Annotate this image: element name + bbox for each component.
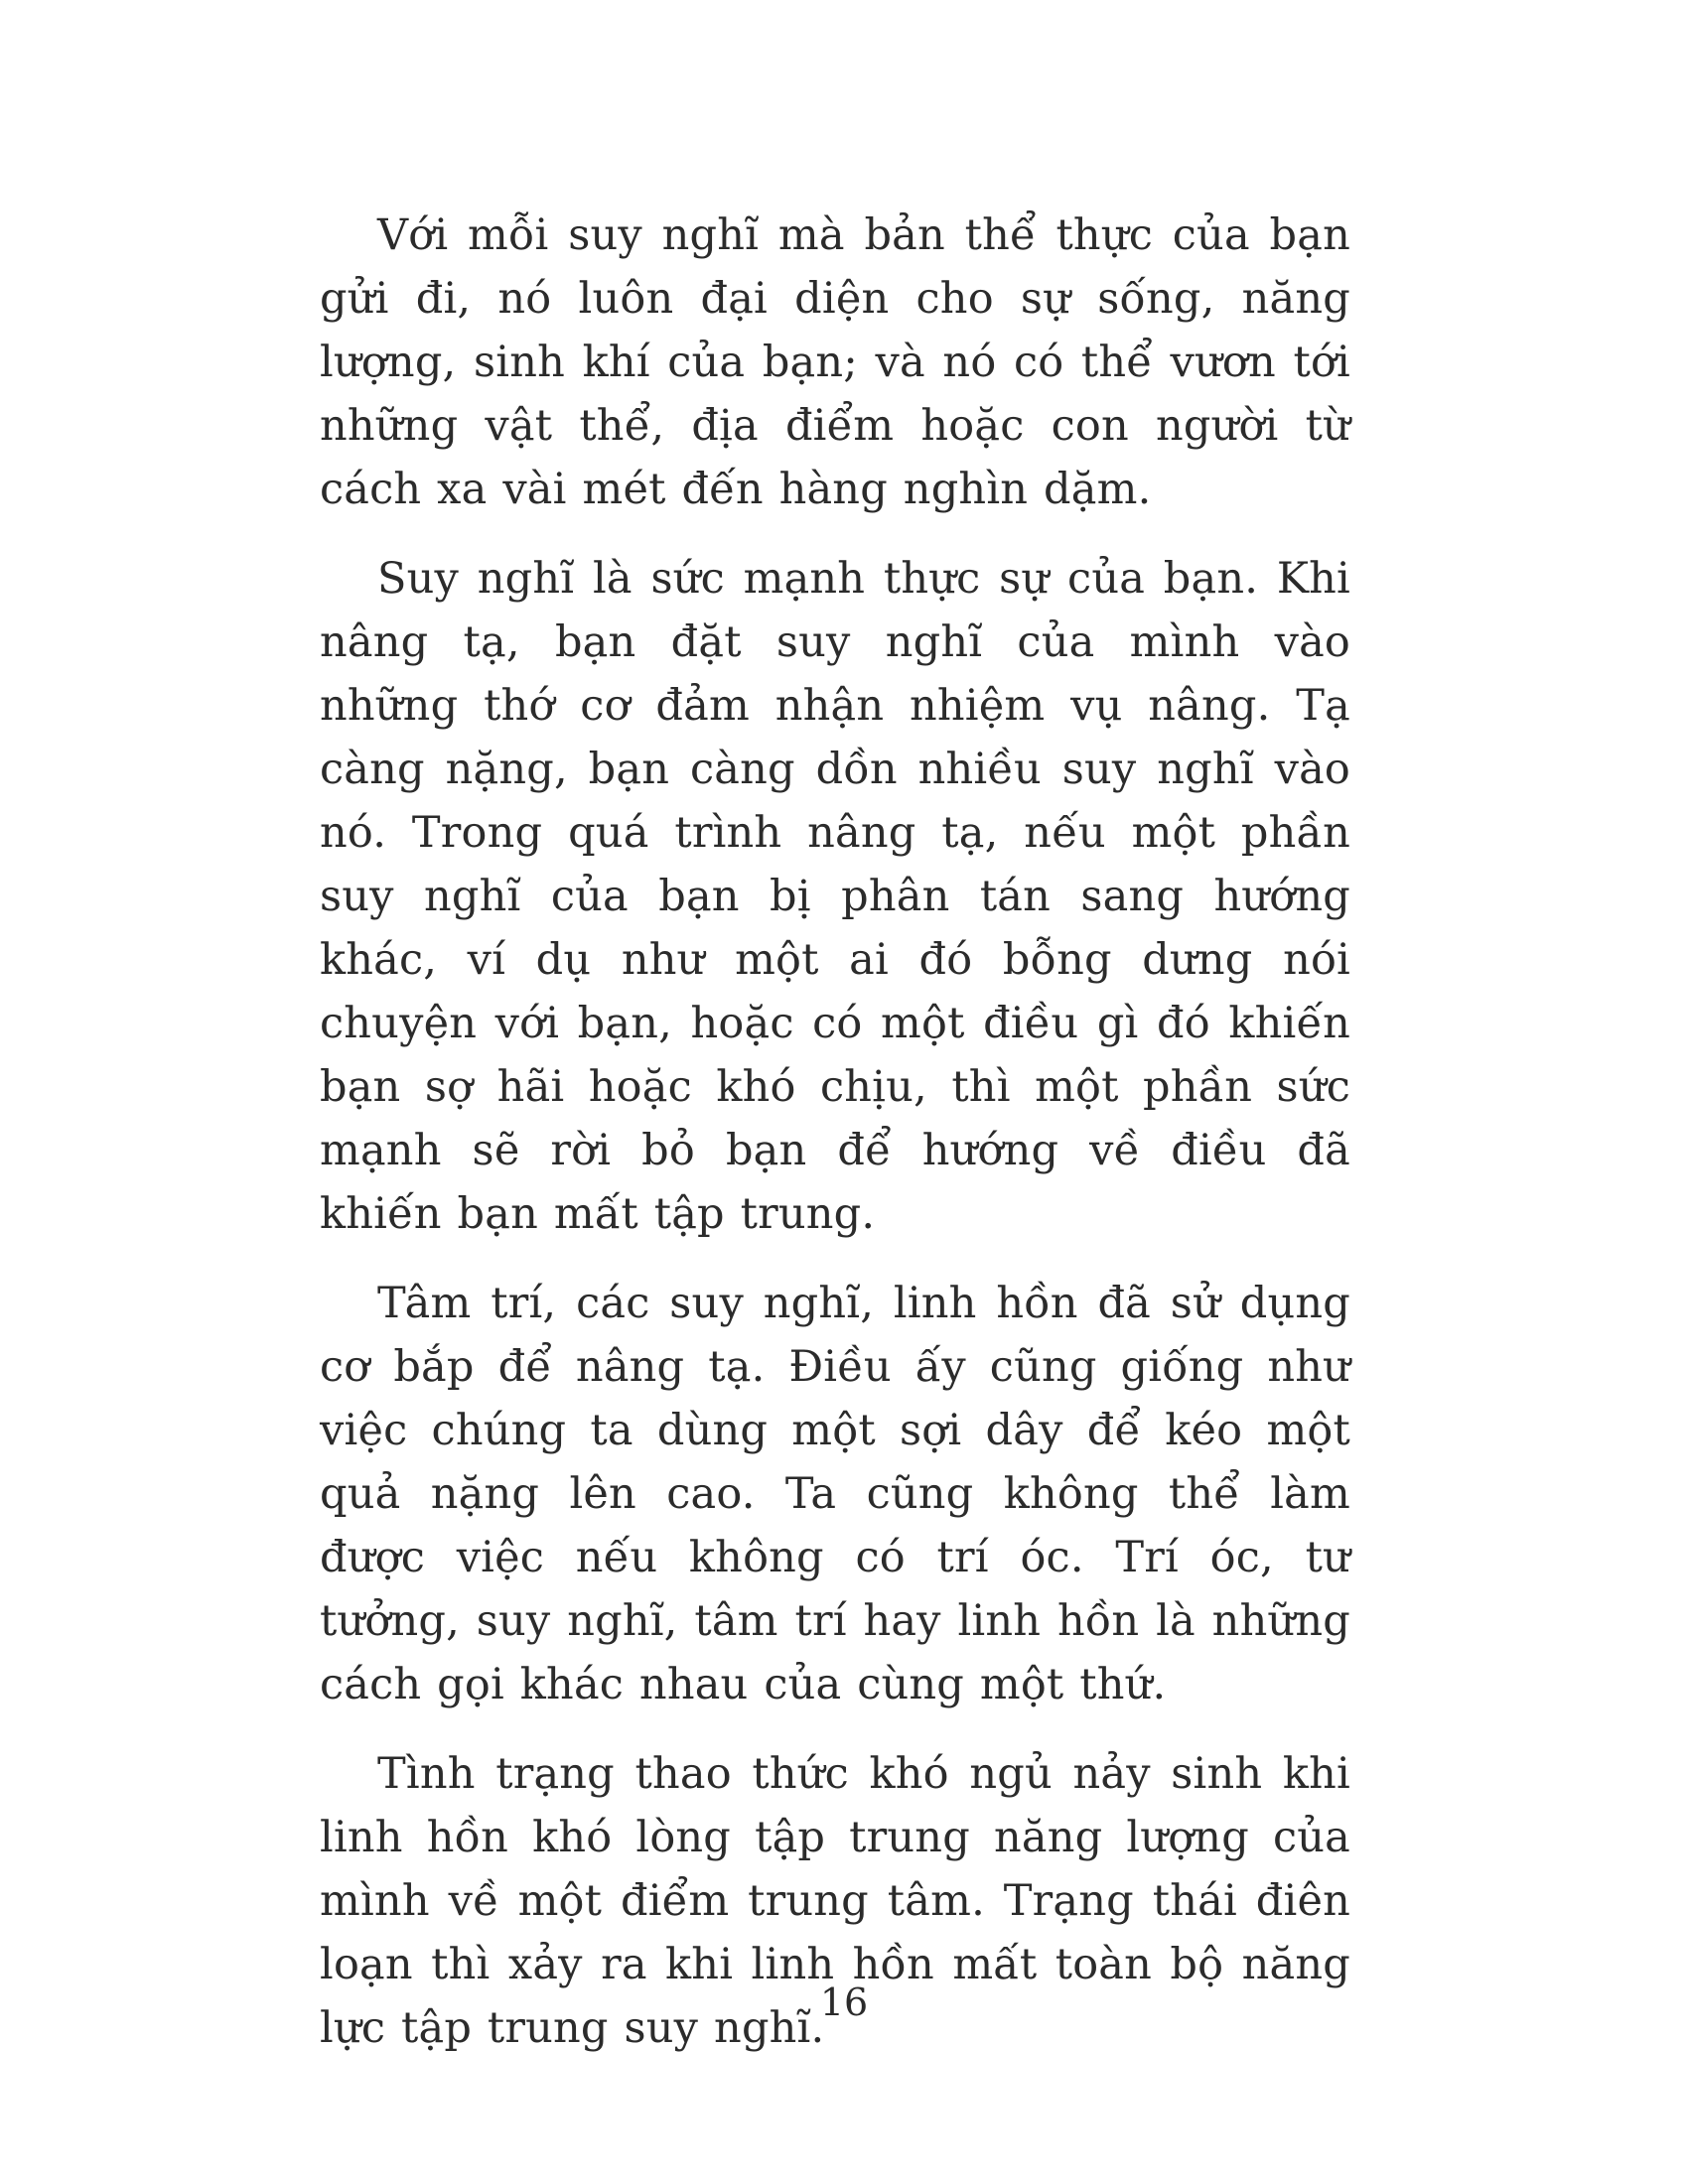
- paragraph-3: Tâm trí, các suy nghĩ, linh hồn đã sử dụng cơ bắp để nâng tạ. Điều ấy cũng giống như việc chúng ta dùng một sợi dây để kéo một quả nặng lên cao. Ta cũng không thể làm được việc nếu không có trí óc. Trí óc, tư tưởng, suy nghĩ, tâm trí hay linh hồn là những cách gọi khác nhau của cùng một thứ.: [320, 1279, 1350, 1709]
- paragraph-2: Suy nghĩ là sức mạnh thực sự của bạn. Khi nâng tạ, bạn đặt suy nghĩ của mình vào những thớ cơ đảm nhận nhiệm vụ nâng. Tạ càng nặng, bạn càng dồn nhiều suy nghĩ vào nó. Trong quá trình nâng tạ, nếu một phần suy nghĩ của bạn bị phân tán sang hướng khác, ví dụ như một ai đó bỗng dưng nói chuyện với bạn, hoặc có một điều gì đó khiến bạn sợ hãi hoặc khó chịu, thì một phần sức mạnh sẽ rời bỏ bạn để hướng về điều đã khiến bạn mất tập trung.: [320, 554, 1350, 1239]
- paragraph-1: Với mỗi suy nghĩ mà bản thể thực của bạn gửi đi, nó luôn đại diện cho sự sống, năng lượng, sinh khí của bạn; và nó có thể vươn tới những vật thể, địa điểm hoặc con người từ cách xa vài mét đến hàng nghìn dặm.: [320, 210, 1350, 514]
- paragraph-4: Tình trạng thao thức khó ngủ nảy sinh khi linh hồn khó lòng tập trung năng lượng của mình về một điểm trung tâm. Trạng thái điên loạn thì xảy ra khi linh hồn mất toàn bộ năng lực tập trung suy nghĩ.: [320, 1749, 1350, 2053]
- page-content: [320, 204, 1350, 2086]
- page-number: 16: [819, 1980, 869, 2024]
